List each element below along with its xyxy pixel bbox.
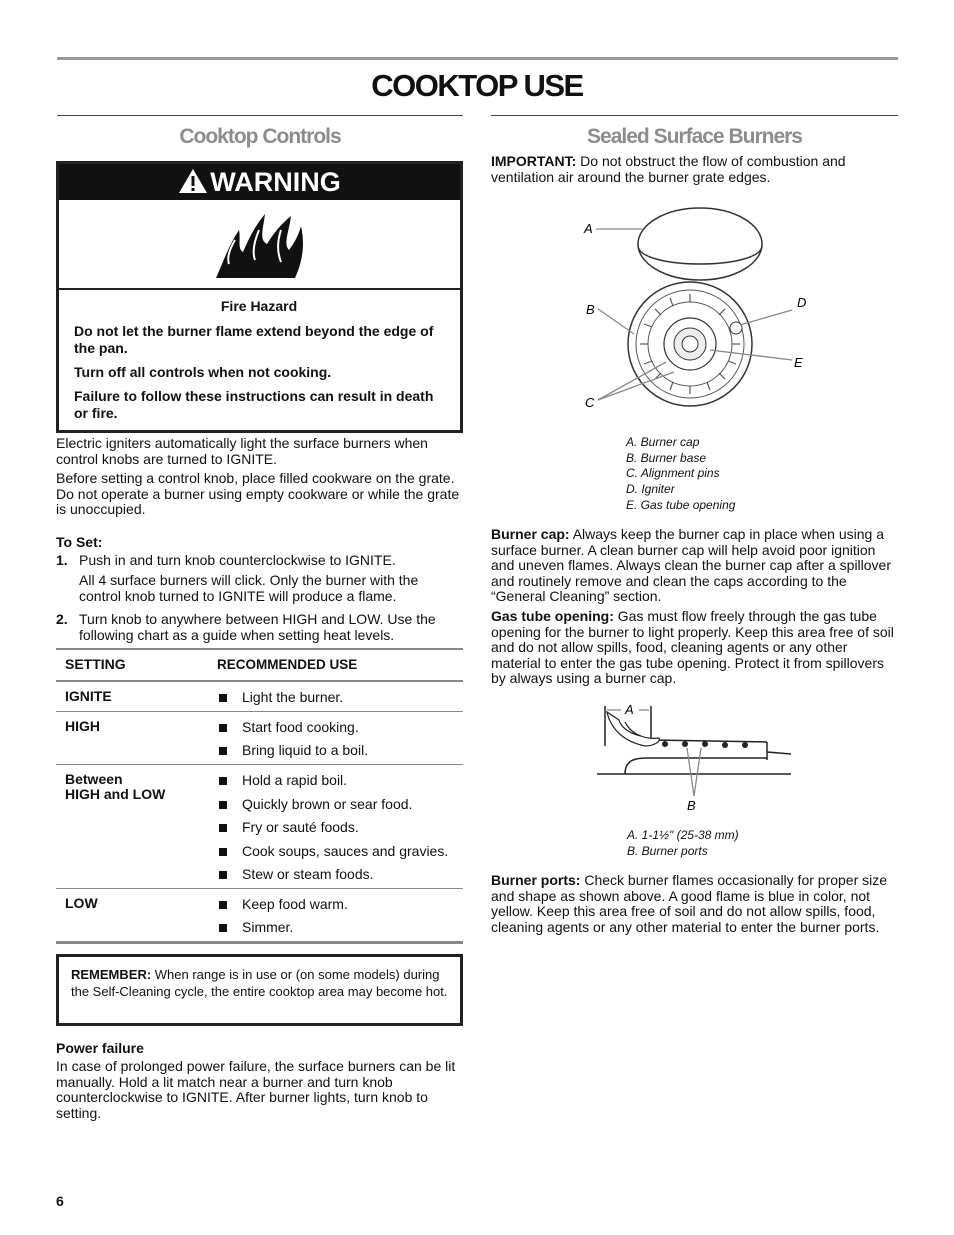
burner-cap-text: Always keep the burner cap in place when using a surface burner. A clean burner cap will help avoid poor ignition and uneven flames. Always clean the burner cap after a spillover and routinely remove and clean the caps according to the “General Cleaning” section. [491,526,892,605]
bullet-icon [219,747,227,755]
setting-cell: IGNITE [65,688,112,704]
list-item [217,896,463,912]
cooktop-controls-heading: Cooktop Controls [179,125,341,148]
caption: A. 1-1½" (25-38 mm) [627,828,739,842]
step-1 [56,553,463,569]
table-header-row [56,650,463,682]
use-text: Stew or steam foods. [242,865,374,882]
fire-hazard-image [59,200,460,290]
bullet-icon [219,901,227,909]
table-header: RECOMMENDED USE [217,657,358,672]
setting-line: Between [65,771,123,788]
setting-cell: LOW [65,894,98,911]
burner-cap-drawing [638,208,762,280]
caption: B. Burner base [626,450,707,465]
sealed-burners-heading: Sealed Surface Burners [587,125,802,148]
settings-table [56,648,463,944]
diagram-label: A [584,221,593,236]
diagram-label: B [687,798,696,813]
burner-ports-label: Burner ports: [491,872,581,888]
warning-line: Do not let the burner flame extend beyond the edge of the pan. [74,323,434,356]
important-paragraph [491,154,898,185]
bullet-icon [219,777,227,785]
setting-cell: HIGH [65,718,100,734]
table-row [56,889,463,941]
caption: B. Burner ports [627,843,708,858]
use-text: Light the burner. [242,689,344,705]
use-cell [217,689,463,705]
table-header: SETTING [65,656,126,672]
caption: E. Gas tube opening [626,497,736,512]
bullet-icon [219,924,227,932]
list-item [217,772,463,788]
list-item [217,919,463,935]
top-rule [57,57,898,60]
use-text: Cook soups, sauces and gravies. [242,842,449,859]
cookware-paragraph: Before setting a control knob, place filled cookware on the grate. Do not operate a burner using empty cookware or while the grate is unoccupied. [56,470,460,518]
diagram-label: A [625,702,634,717]
important-label: IMPORTANT: [491,153,577,169]
burner-cap-label: Burner cap: [491,526,570,542]
power-failure-heading: Power failure [56,1040,144,1056]
setting-cell [56,772,217,882]
to-set-heading: To Set: [56,534,103,550]
burner-ports-text: Check burner flames occasionally for proper size and shape as shown above. A good flame is blue in color, not yellow. Keep this area free of soil and do not allow spills, food, cleaning agents or any other material to enter the burner ports. [491,872,888,935]
use-text: Bring liquid to a boil. [242,742,369,759]
list-item [217,796,463,812]
use-cell [217,772,463,882]
burner-ports-paragraph [491,873,898,935]
diagram2-captions [627,828,739,859]
use-text: Simmer. [242,919,294,936]
warning-line: Turn off all controls when not cooking. [74,364,332,380]
list-item [217,843,463,859]
use-cell [217,896,463,935]
bullet-icon [219,801,227,809]
step-2 [56,612,463,643]
use-text: Start food cooking. [242,719,359,735]
setting-line: HIGH and LOW [65,786,166,803]
diagram-label: C [585,395,595,410]
page-number: 6 [56,1193,64,1209]
use-text: Keep food warm. [242,895,348,912]
step-number: 1. [56,552,68,568]
igniter-paragraph: Electric igniters automatically light the surface burners when control knobs are turned to IGNITE. [56,435,428,467]
burner-flame-diagram [595,700,797,818]
list-item [217,742,463,758]
list-item [217,866,463,882]
important-text: Do not obstruct the flow of combustion and ventilation air around the burner grate edges. [491,153,846,185]
warning-triangle-icon [178,168,208,194]
warning-label: WARNING [210,167,341,197]
step-number: 2. [56,611,68,627]
step-1-note: All 4 surface burners will click. Only the burner with the control knob turned to IGNITE will produce a flame. [79,572,419,604]
diagram-label: E [794,355,803,370]
table-row [56,712,463,765]
use-text: Fry or sauté foods. [242,819,359,836]
remember-box [56,954,463,1026]
list-item [217,819,463,835]
diagram1-captions [626,435,735,514]
bullet-icon [219,694,227,702]
use-text: Quickly brown or sear food. [242,795,413,812]
fire-flames-icon [59,200,460,288]
left-column-rule [57,115,463,116]
warning-line: Failure to follow these instructions can result in death or fire. [74,388,434,421]
step-text: Turn knob to anywhere between HIGH and LOW. Use the following chart as a guide when setting heat levels. [79,611,436,643]
burner-parts-diagram [570,192,820,430]
use-cell [217,719,463,758]
bullet-icon [219,848,227,856]
table-row [56,765,463,889]
gas-tube-text: Gas must flow freely through the gas tube opening for the burner to light properly. Keep this area free of soil and do not allow spills, food, cleaning agents or any other material to enter the gas tube opening. Protect it from spillovers by always using a burner cap. [491,608,894,687]
diagram-label: B [586,302,595,317]
warning-title: Fire Hazard [220,298,298,314]
caption: C. Alignment pins [626,466,720,481]
bullet-icon [219,871,227,879]
warning-box [56,161,463,433]
diagram-label: D [797,295,807,310]
burner-cap-paragraph [491,527,898,605]
bullet-icon [219,724,227,732]
gas-tube-paragraph [491,609,898,687]
use-text: Hold a rapid boil. [242,772,348,789]
warning-header [59,164,460,200]
list-item [217,689,463,705]
list-item [217,719,463,735]
power-failure-text: In case of prolonged power failure, the surface burners can be lit manually. Hold a lit match near a burner and turn knob counterclockwise to IGNITE. After burner lights, turn knob to setting. [56,1058,456,1121]
caption: D. Igniter [626,482,675,497]
bullet-icon [219,824,227,832]
caption: A. Burner cap [626,435,700,449]
warning-text [74,298,444,429]
page-title: COOKTOP USE [371,68,583,103]
gas-tube-label: Gas tube opening: [491,608,614,624]
step-text: Push in and turn knob counterclockwise to IGNITE. [79,552,396,568]
right-column-rule [491,115,898,116]
burner-base-drawing [628,282,752,406]
table-row [56,682,463,712]
remember-text: When range is in use or (on some models) during the Self-Cleaning cycle, the entire cooktop area may become hot. [71,967,448,999]
remember-label: REMEMBER: [71,967,152,982]
